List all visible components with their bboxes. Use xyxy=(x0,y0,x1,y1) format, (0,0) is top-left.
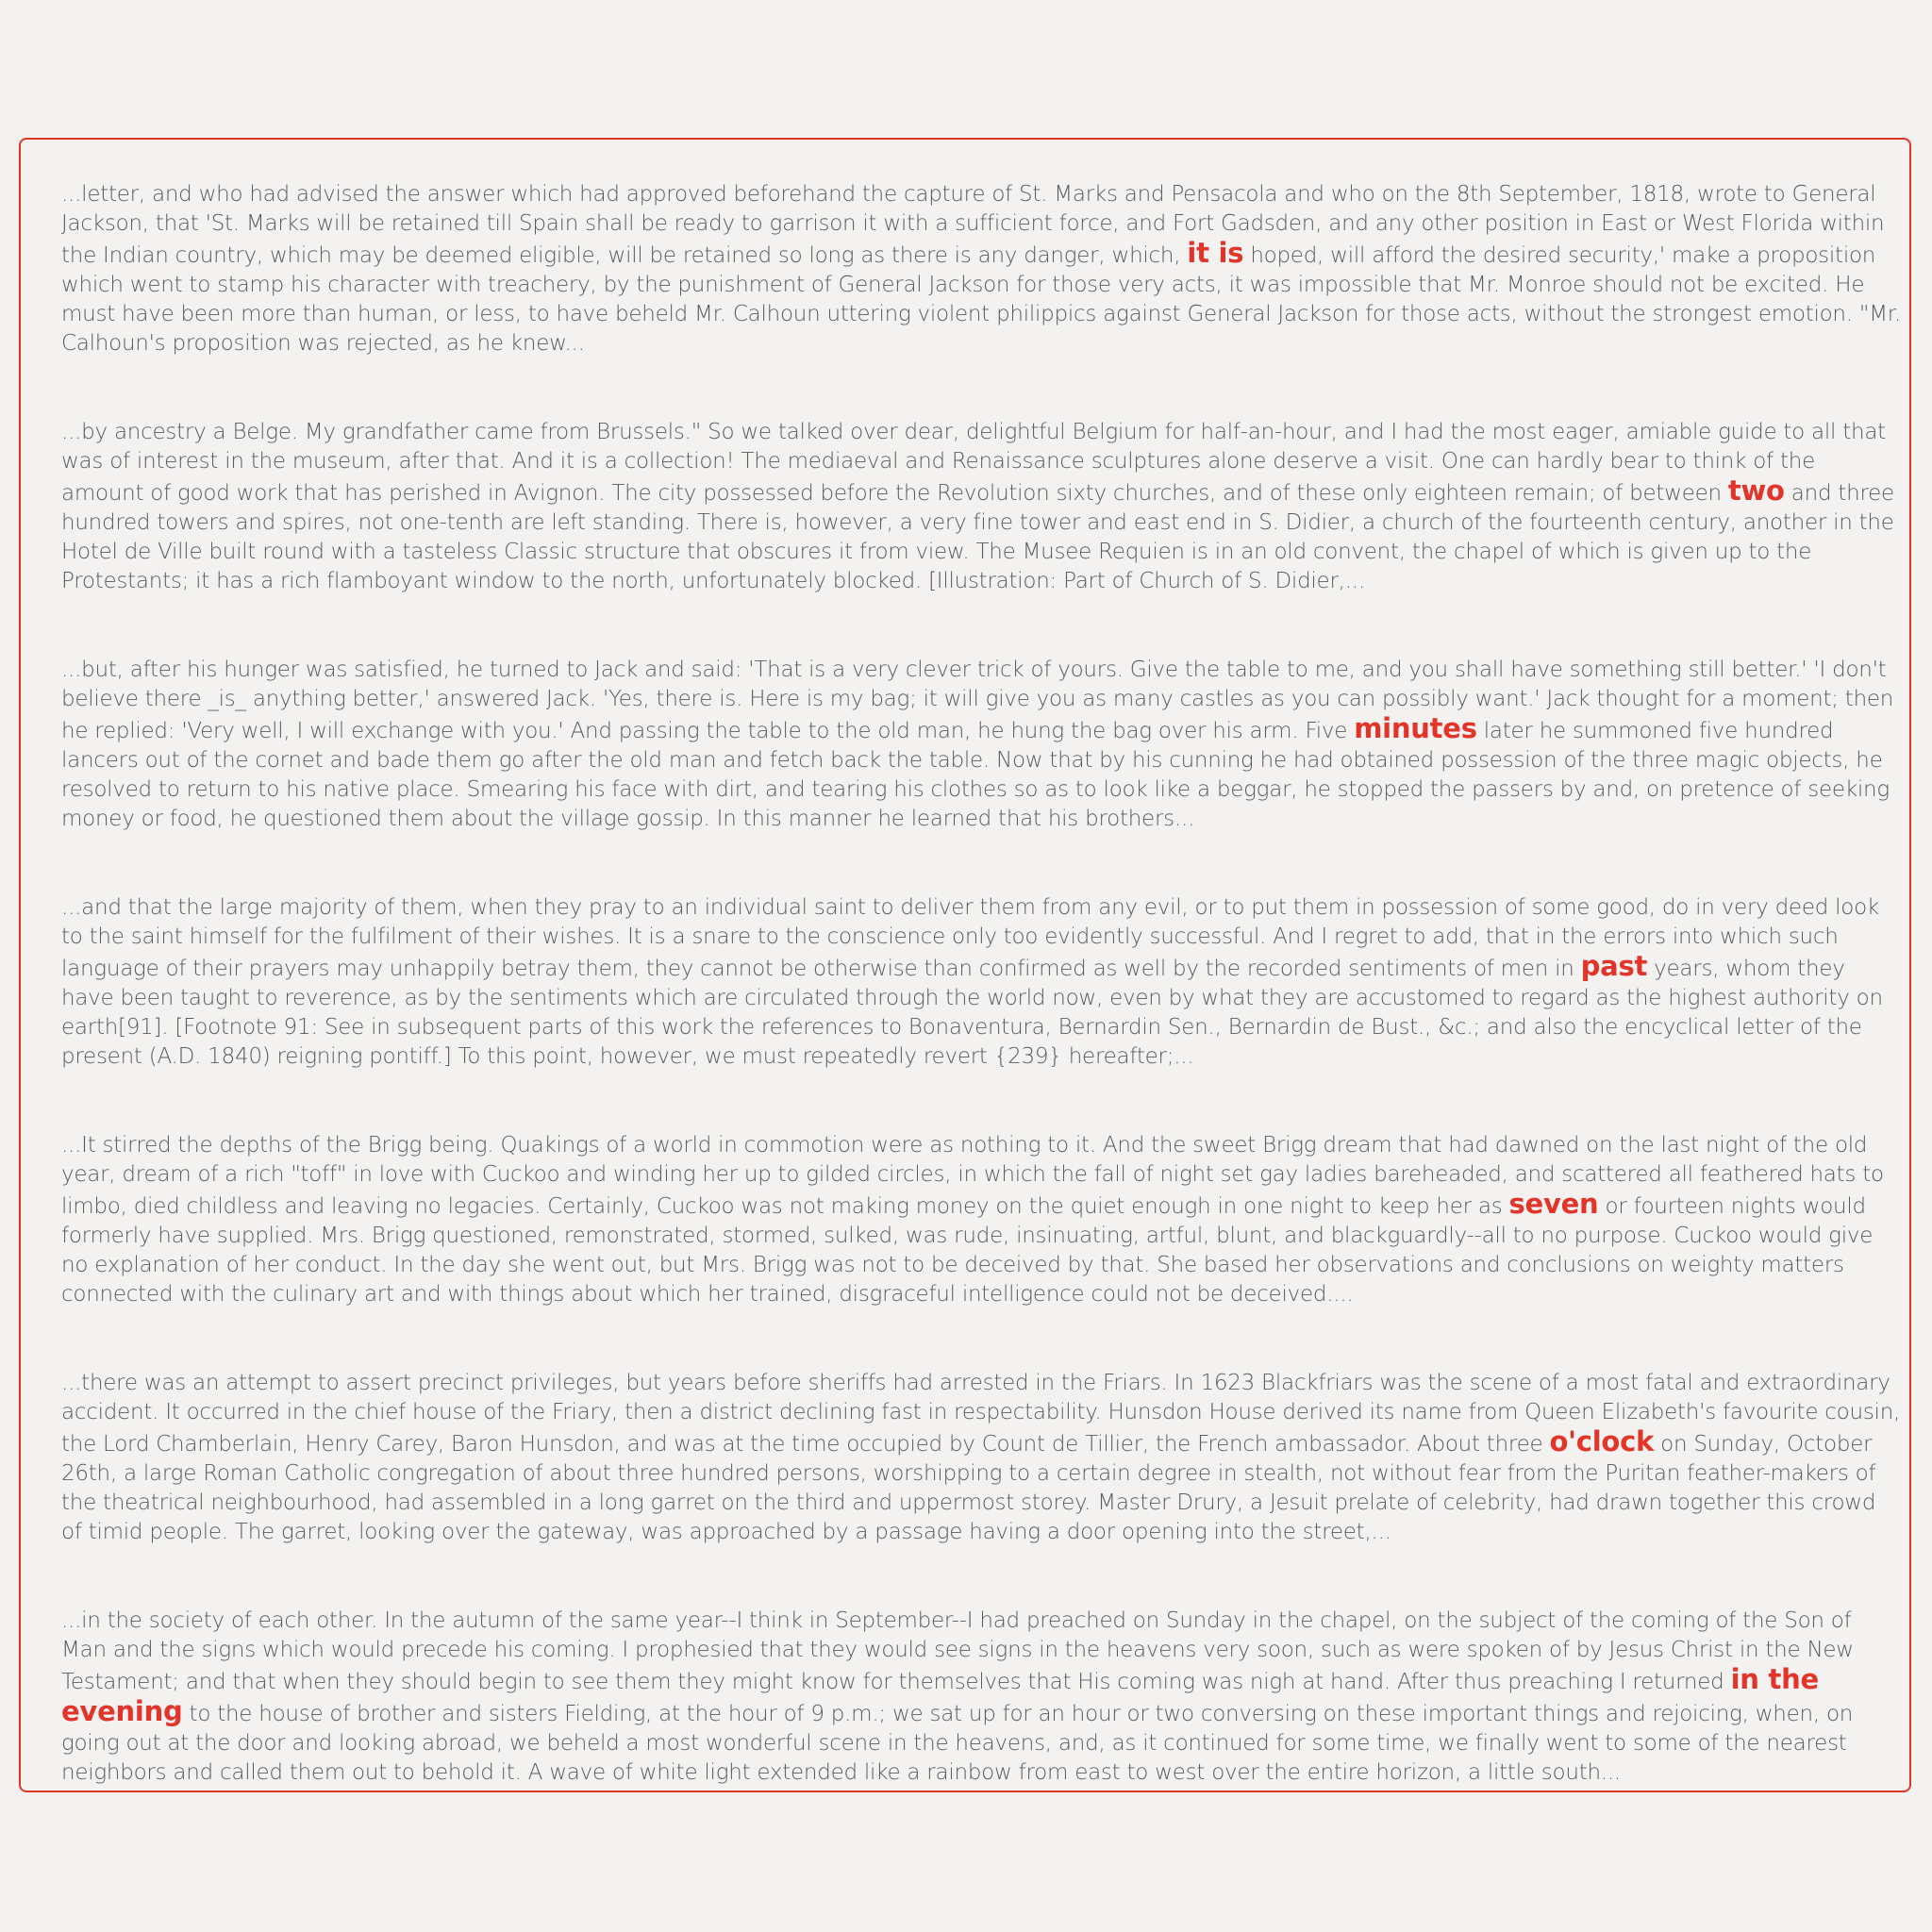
excerpts-panel xyxy=(19,138,1911,1792)
excerpt-text-after: on Sunday, October 26th, a large Roman Catholic congregation of about three hundred persons, worshipping to a certain degree in stealth, not without fear from the Puritan feather-makers of the theatrical neighbourhood, had assembled in a long garret on the third and uppermost storey. Master Drury, a Jesuit prelate of celebrity, had drawn together this crowd of timid people. The garret, looking over the gateway, was approached by a passage having a door opening into the street,... xyxy=(61,1432,1876,1544)
excerpt-text-before: ...and that the large majority of them, when they pray to an individual saint to deliver them from any evil, or to put them in possession of some good, do in very deed look to the saint himself for the fulfilment of their wishes. It is a snare to the conscience only too evidently successful. And I regret to add, that in the errors into which such language of their prayers may unhappily betray them, they cannot be otherwise than confirmed as well by the recorded sentiments of men in xyxy=(61,895,1879,981)
excerpt-text-after: to the house of brother and sisters Fielding, at the hour of 9 p.m.; we sat up for an hour or two conversing on these important things and rejoicing, when, on going out at the door and looking abroad, we beheld a most wonderful scene in the heavens, and, as it continued for some time, we finally went to some of the nearest neighbors and called them out to behold it. A wave of white light extended like a rainbow from east to west over the entire horizon, a little south... xyxy=(61,1702,1854,1785)
excerpt-text-after: hoped, will afford the desired security,' make a proposition which went to stamp his character with treachery, by the punishment of General Jackson for those very acts, it was impossible that Mr. Monroe should not be excited. He must have been more than human, or less, to have beheld Mr. Calhoun uttering violent philippics against General Jackson for those acts, without the strongest emotion. "Mr. Calhoun's proposition was rejected, as he knew... xyxy=(61,243,1901,356)
excerpt-5 xyxy=(61,1131,1901,1309)
highlighted-phrase: seven xyxy=(1508,1188,1599,1220)
excerpt-text-before: ...in the society of each other. In the autumn of the same year--I think in September--I had preached on Sunday in the chapel, on the subject of the coming of the Son of Man and the signs which would precede his coming. I prophesied that they would see signs in the heavens very soon, such as were spoken of by Jesus Christ in the New Testament; and that when they should begin to see them they might know for themselves that His coming was nigh at hand. After thus preaching I returned xyxy=(61,1608,1854,1694)
excerpt-text-before: ...there was an attempt to assert precinct privileges, but years before sheriffs had arrested in the Friars. In 1623 Blackfriars was the scene of a most fatal and extraordinary accident. It occurred in the chief house of the Friary, then a district declining fast in respectability. Hunsdon House derived its name from Queen Elizabeth's favourite cousin, the Lord Chamberlain, Henry Carey, Baron Hunsdon, and was at the time occupied by Count de Tillier, the French ambassador. About three xyxy=(61,1371,1901,1457)
excerpt-3 xyxy=(61,656,1901,834)
excerpt-2 xyxy=(61,418,1901,596)
excerpt-6 xyxy=(61,1369,1901,1547)
highlighted-phrase: it is xyxy=(1187,237,1244,269)
highlighted-phrase: past xyxy=(1580,950,1648,982)
excerpt-7 xyxy=(61,1607,1901,1788)
highlighted-phrase: two xyxy=(1727,475,1785,507)
excerpt-text-after: and three hundred towers and spires, not one-tenth are left standing. There is, however, a very fine tower and east end in S. Didier, a church of the fourteenth century, another in the Hotel de Ville built round with a tasteless Classic structure that obscures it from view. The Musee Requien is in an old convent, the chapel of which is given up to the Protestants; it has a rich flamboyant window to the north, unfortunately blocked. [Illustration: Part of Church of S. Didier,... xyxy=(61,481,1894,593)
excerpt-4 xyxy=(61,893,1901,1072)
excerpts-list xyxy=(61,180,1901,1847)
excerpt-text-after: years, whom they have been taught to reverence, as by the sentiments which are circulated through the world now, even by what they are accustomed to regard as the highest authority on earth[91]. [Footnote 91: See in subsequent parts of this work the references to Bonaventura, Bernardin Sen., Bernardin de Bust., &c.; and also the encyclical letter of the present (A.D. 1840) reigning pontiff.] To this point, however, we must repeatedly revert {239} hereafter;... xyxy=(61,957,1883,1069)
excerpt-text-before: ...letter, and who had advised the answer which had approved beforehand the capture of St. Marks and Pensacola and who on the 8th September, 1818, wrote to General Jackson, that 'St. Marks will be retained till Spain shall be ready to garrison it with a sufficient force, and Fort Gadsden, and any other position in East or West Florida within the Indian country, which may be deemed eligible, will be retained so long as there is any danger, which, xyxy=(61,182,1885,268)
excerpt-text-before: ...by ancestry a Belge. My grandfather came from Brussels." So we talked over dear, delightful Belgium for half-an-hour, and I had the most eager, amiable guide to all that was of interest in the museum, after that. And it is a collection! The mediaeval and Renaissance sculptures alone deserve a visit. One can hardly bear to think of the amount of good work that has perished in Avignon. The city possessed before the Revolution sixty churches, and of these only eighteen remain; of between xyxy=(61,420,1886,506)
highlighted-phrase: in the evening xyxy=(61,1663,1819,1727)
excerpt-text-before: ...but, after his hunger was satisfied, he turned to Jack and said: 'That is a very clever trick of yours. Give the table to me, and you shall have something still better.' 'I don't believe there _is_ anything better,' answered Jack. 'Yes, there is. Here is my bag; it will give you as many castles as you can possibly want.' Jack thought for a moment; then he replied: 'Very well, I will exchange with you.' And passing the table to the old man, he hung the bag over his arm. Five xyxy=(61,658,1894,743)
excerpt-text-before: ...It stirred the depths of the Brigg being. Quakings of a world in commotion were as nothing to it. And the sweet Brigg dream that had dawned on the last night of the old year, dream of a rich "toff" in love with Cuckoo and winding her up to gilded circles, in which the fall of night set gay ladies bareheaded, and scattered all feathered hats to limbo, died childless and leaving no legacies. Certainly, Cuckoo was not making money on the quiet enough in one night to keep her as xyxy=(61,1133,1884,1219)
excerpt-text-after: later he summoned five hundred lancers out of the cornet and bade them go after the old man and fetch back the table. Now that by his cunning he had obtained possession of the three magic objects, he resolved to return to his native place. Smearing his face with dirt, and tearing his clothes so as to look like a beggar, he stopped the passers by and, on pretence of seeking money or food, he questioned them about the village gossip. In this manner he learned that his brothers... xyxy=(61,719,1890,831)
excerpt-text-after: or fourteen nights would formerly have supplied. Mrs. Brigg questioned, remonstrated, stormed, sulked, was rude, insinuating, artful, blunt, and blackguardly--all to no purpose. Cuckoo would give no explanation of her conduct. In the day she went out, but Mrs. Brigg was not to be deceived by that. She based her observations and conclusions on weighty matters connected with the culinary art and with things about which her trained, disgraceful intelligence could not be deceived.... xyxy=(61,1194,1874,1307)
highlighted-phrase: o'clock xyxy=(1549,1425,1655,1457)
highlighted-phrase: minutes xyxy=(1354,712,1477,744)
excerpt-1 xyxy=(61,180,1901,358)
